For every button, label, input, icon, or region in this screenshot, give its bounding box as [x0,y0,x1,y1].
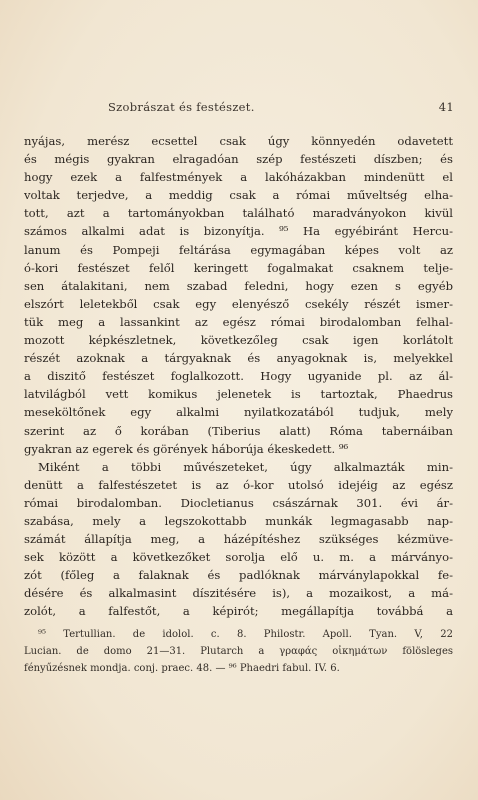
body-line: désére és alkalmasint díszitésére is), a mozaikost, a má- [24,586,453,601]
footnote-line: ⁹⁵ Tertullian. de idolol. c. 8. Philostr. Apoll. Tyan. V, 22 [38,629,453,640]
body-line: zót (főleg a falaknak és padlóknak márványlapokkal fe- [24,568,453,583]
body-line: lanum és Pompeji feltárása egymagában képes volt az [24,242,453,257]
footnote-line: Lucian. de domo 21—31. Plutarch a γραφάς οἰκημάτων fölösleges [24,646,453,657]
body-line: szabása, mely a legszokottabb munkák legmagasabb nap- [24,513,453,528]
running-head [24,100,454,114]
body-line: hogy ezek a falfestmények a lakóházakban mindenütt el [24,170,453,185]
body-line: Miként a többi művészeteket, úgy alkalmazták min- [38,459,453,474]
body-line: voltak terjedve, a meddig csak a római műveltség elha- [24,188,453,203]
running-head-title: Szobrászat és festészet. [108,100,255,114]
body-line: nyájas, merész ecsettel csak úgy könnyedén odavetett [24,134,453,148]
body-line: ó-kori festészet felől keringett fogalmakat csaknem telje- [24,260,453,275]
body-line: latvilágból vett komikus jelenetek is tartoztak, Phaedrus [24,387,453,402]
body-line: meseköltőnek egy alkalmi nyilatkozatából tudjuk, mely [24,405,453,420]
body-line: sek között a következőket sorolja elő u. m. a márványo- [24,550,453,565]
body-line: gyakran az egerek és görények háborúja ékeskedett. ⁹⁶ [24,441,349,456]
footnotes [24,626,453,677]
body-line: zolót, a falfestőt, a képirót; megállapítja továbbá a [24,604,453,619]
page-number: 41 [438,100,454,114]
body-line: mozott képkészletnek, következőleg csak igen korlátolt [24,333,453,348]
body-line: és mégis gyakran elragadóan szép festészeti díszben; és [24,152,453,167]
body-line: részét azoknak a tárgyaknak és anyagoknak is, melyekkel [24,351,453,366]
footnote-line: fényűzésnek mondja. conj. praec. 48. — ⁹⁶ Phaedri fabul. IV. 6. [24,663,340,674]
body-line: római birodalomban. Diocletianus császárnak 301. évi ár- [24,495,453,510]
body-line: sen átalakitani, nem szabad feledni, hogy ezen s egyéb [24,278,453,293]
body-line: elszórt leletekből csak egy elenyésző csekély részét ismer- [24,296,453,311]
body-line: a diszitő festészet foglalkozott. Hogy ugyanide pl. az ál- [24,369,453,384]
body-line: denütt a falfestészetet is az ó-kor utolsó idejéig az egész [24,477,453,492]
body-line: tük meg a lassankint az egész római birodalomban felhal- [24,314,453,329]
body-line: számát állapítja meg, a házépítéshez szükséges kézmüve- [24,532,453,547]
body-line: szerint az ő korában (Tiberius alatt) Róma tabernáiban [24,423,453,438]
body-line: számos alkalmi adat is bizonyítja. ⁹⁵ Ha egyébiránt Hercu- [24,224,453,239]
body-line: tott, azt a tartományokban található maradványokon kivül [24,206,453,221]
body-text [24,132,453,621]
